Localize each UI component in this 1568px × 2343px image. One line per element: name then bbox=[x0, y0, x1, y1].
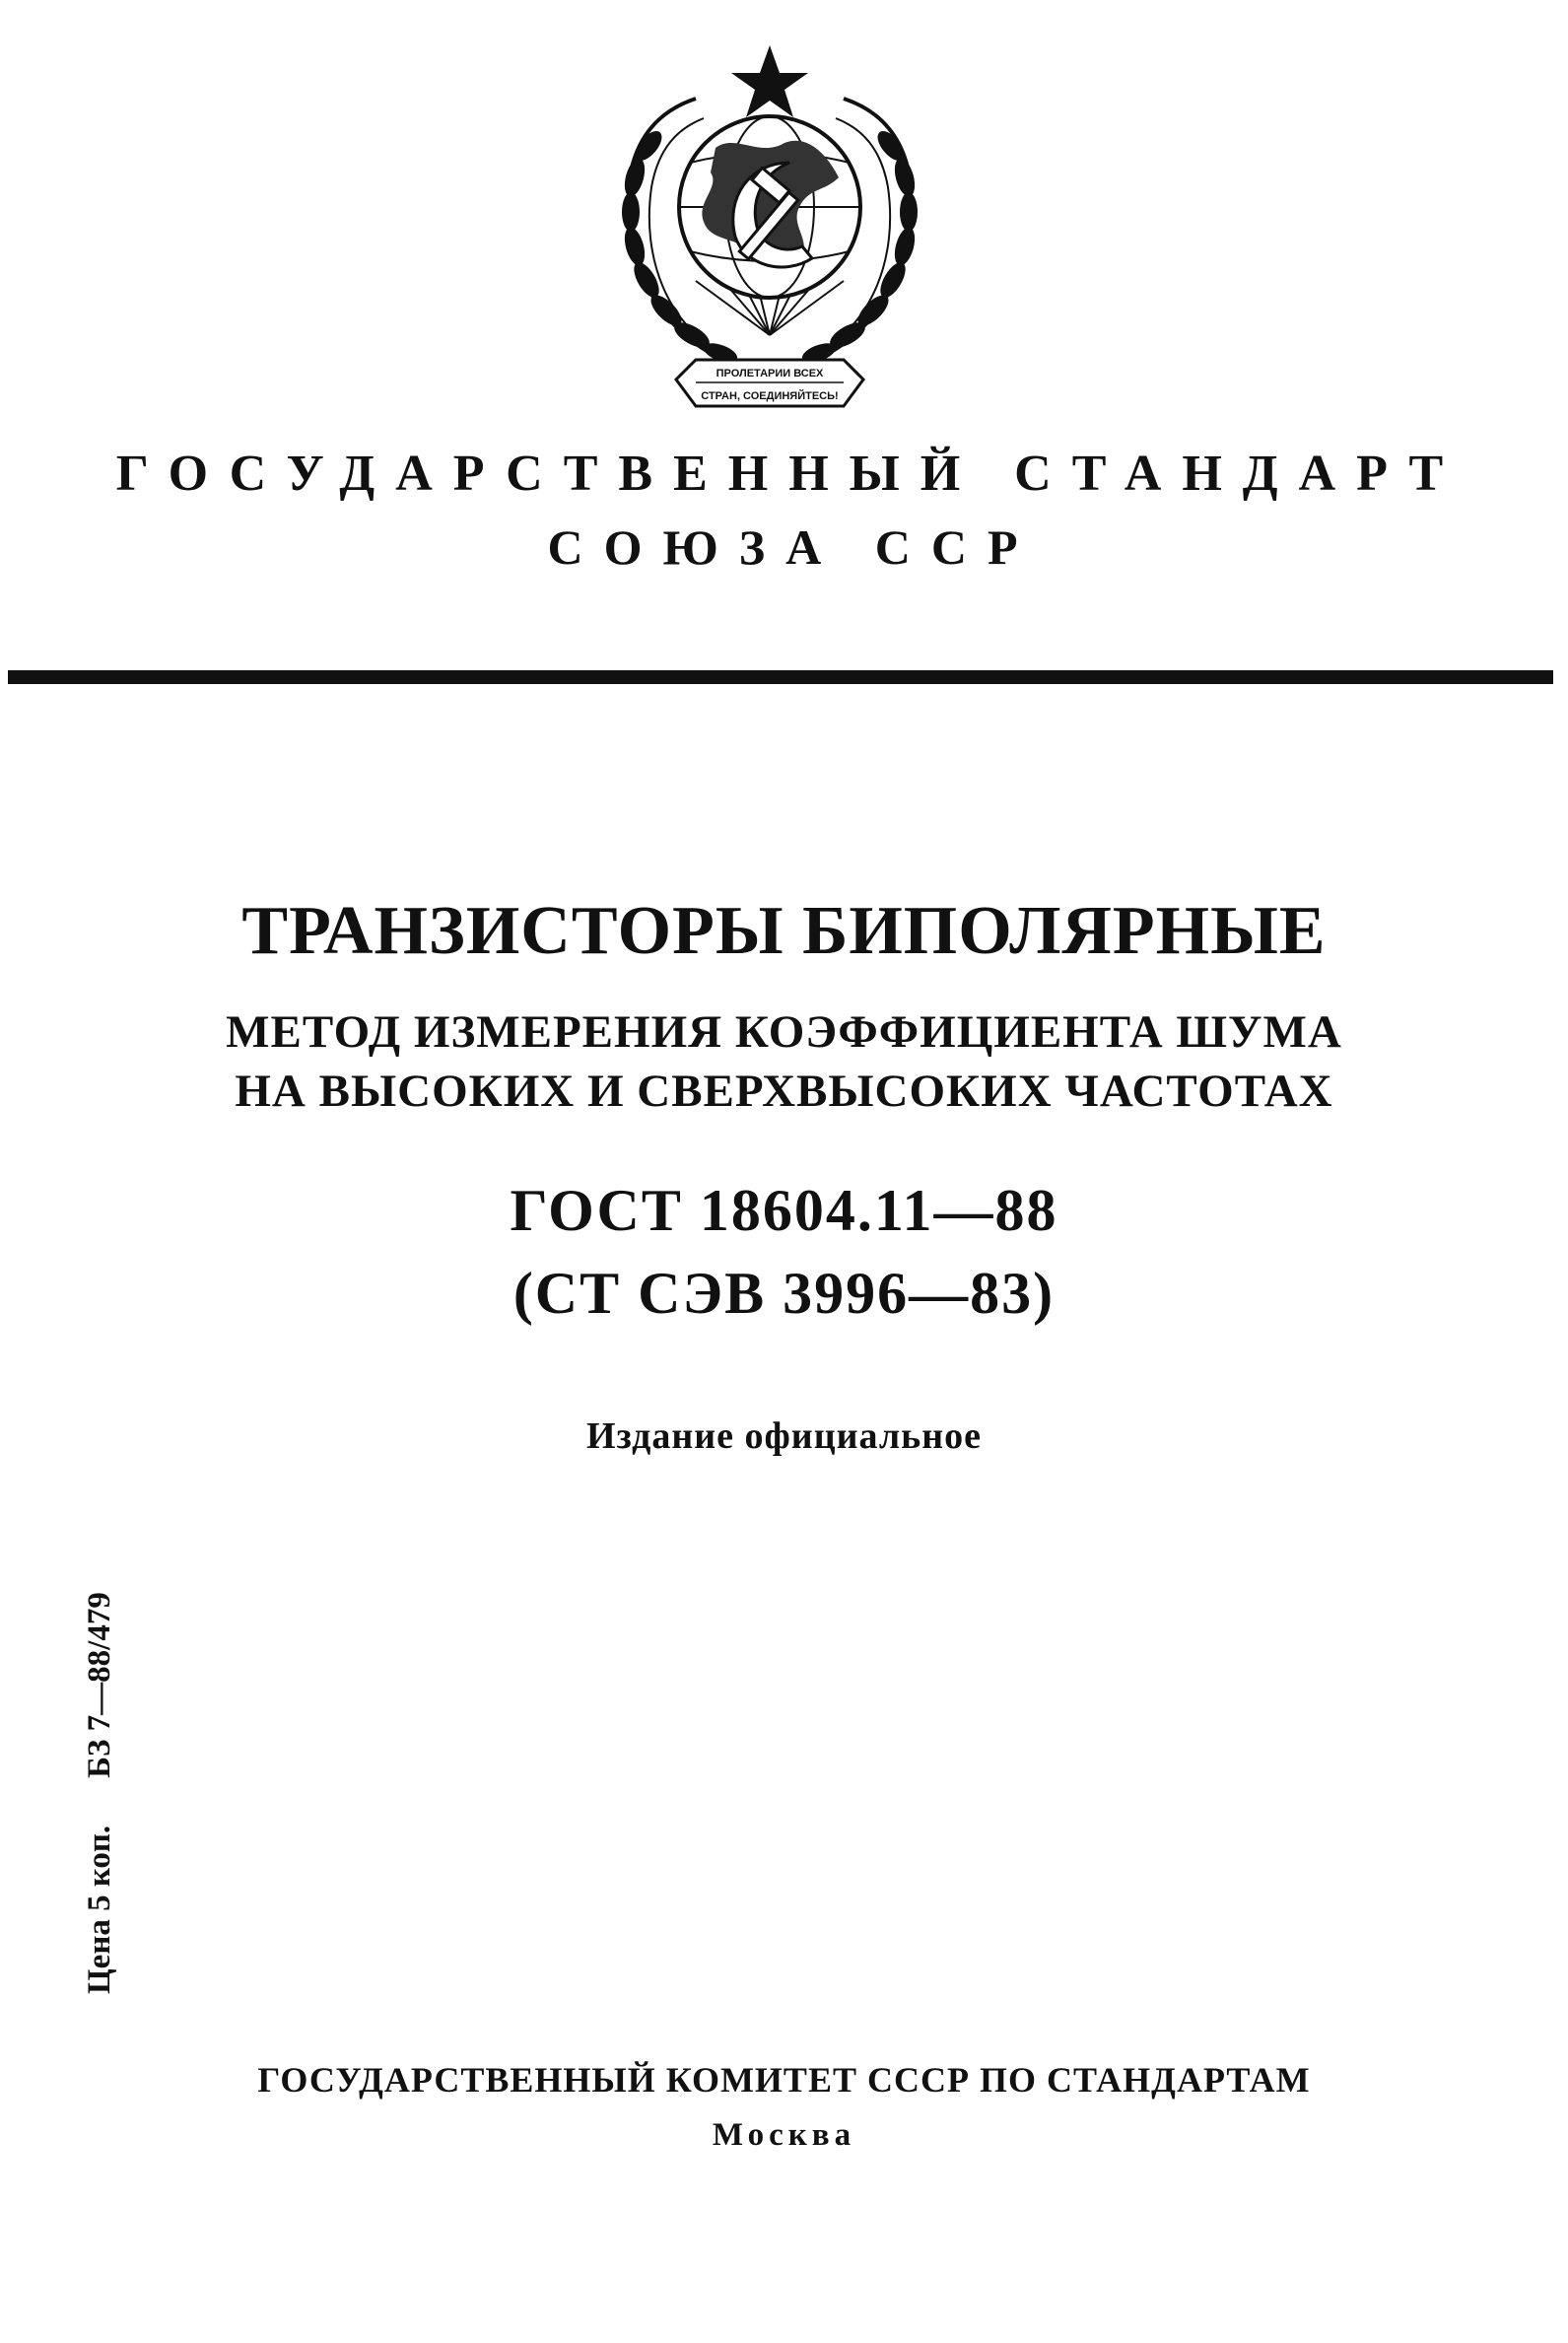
side-text-block bbox=[54, 1518, 117, 2011]
ribbon-text-line2: СТРАН, СОЕДИНЯЙТЕСЬ! bbox=[701, 390, 839, 402]
publisher-city: Москва bbox=[712, 2117, 856, 2153]
catalog-code: БЗ 7—88/479 bbox=[82, 1592, 117, 1778]
subtitle-line2: НА ВЫСОКИХ И СВЕРХВЫСОКИХ ЧАСТОТАХ bbox=[235, 1066, 1333, 1117]
gost-designation: ГОСТ 18604.11—88 bbox=[510, 1178, 1058, 1243]
price-label: Цена 5 коп. bbox=[82, 1825, 117, 1994]
ribbon-icon bbox=[676, 360, 863, 406]
globe-icon bbox=[679, 116, 860, 298]
ribbon-text-line1: ПРОЛЕТАРИИ ВСЕХ bbox=[716, 368, 824, 379]
document-title: ТРАНЗИСТОРЫ БИПОЛЯРНЫЕ bbox=[241, 893, 1327, 969]
cmea-designation: (СТ СЭВ 3996—83) bbox=[512, 1261, 1056, 1326]
subtitle-line1: МЕТОД ИЗМЕРЕНИЯ КОЭФФИЦИЕНТА ШУМА bbox=[226, 1006, 1342, 1058]
publisher-committee: ГОСУДАРСТВЕННЫЙ КОМИТЕТ СССР ПО СТАНДАРТАМ bbox=[257, 2060, 1311, 2100]
star-icon bbox=[731, 45, 808, 117]
header-line2: СОЮЗА ССР bbox=[547, 519, 1039, 575]
horizontal-rule bbox=[8, 670, 1553, 684]
header-line1: ГОСУДАРСТВЕННЫЙ СТАНДАРТ bbox=[115, 446, 1465, 502]
ussr-state-emblem-icon bbox=[587, 39, 952, 429]
edition-label: Издание официальное bbox=[585, 1415, 982, 1457]
